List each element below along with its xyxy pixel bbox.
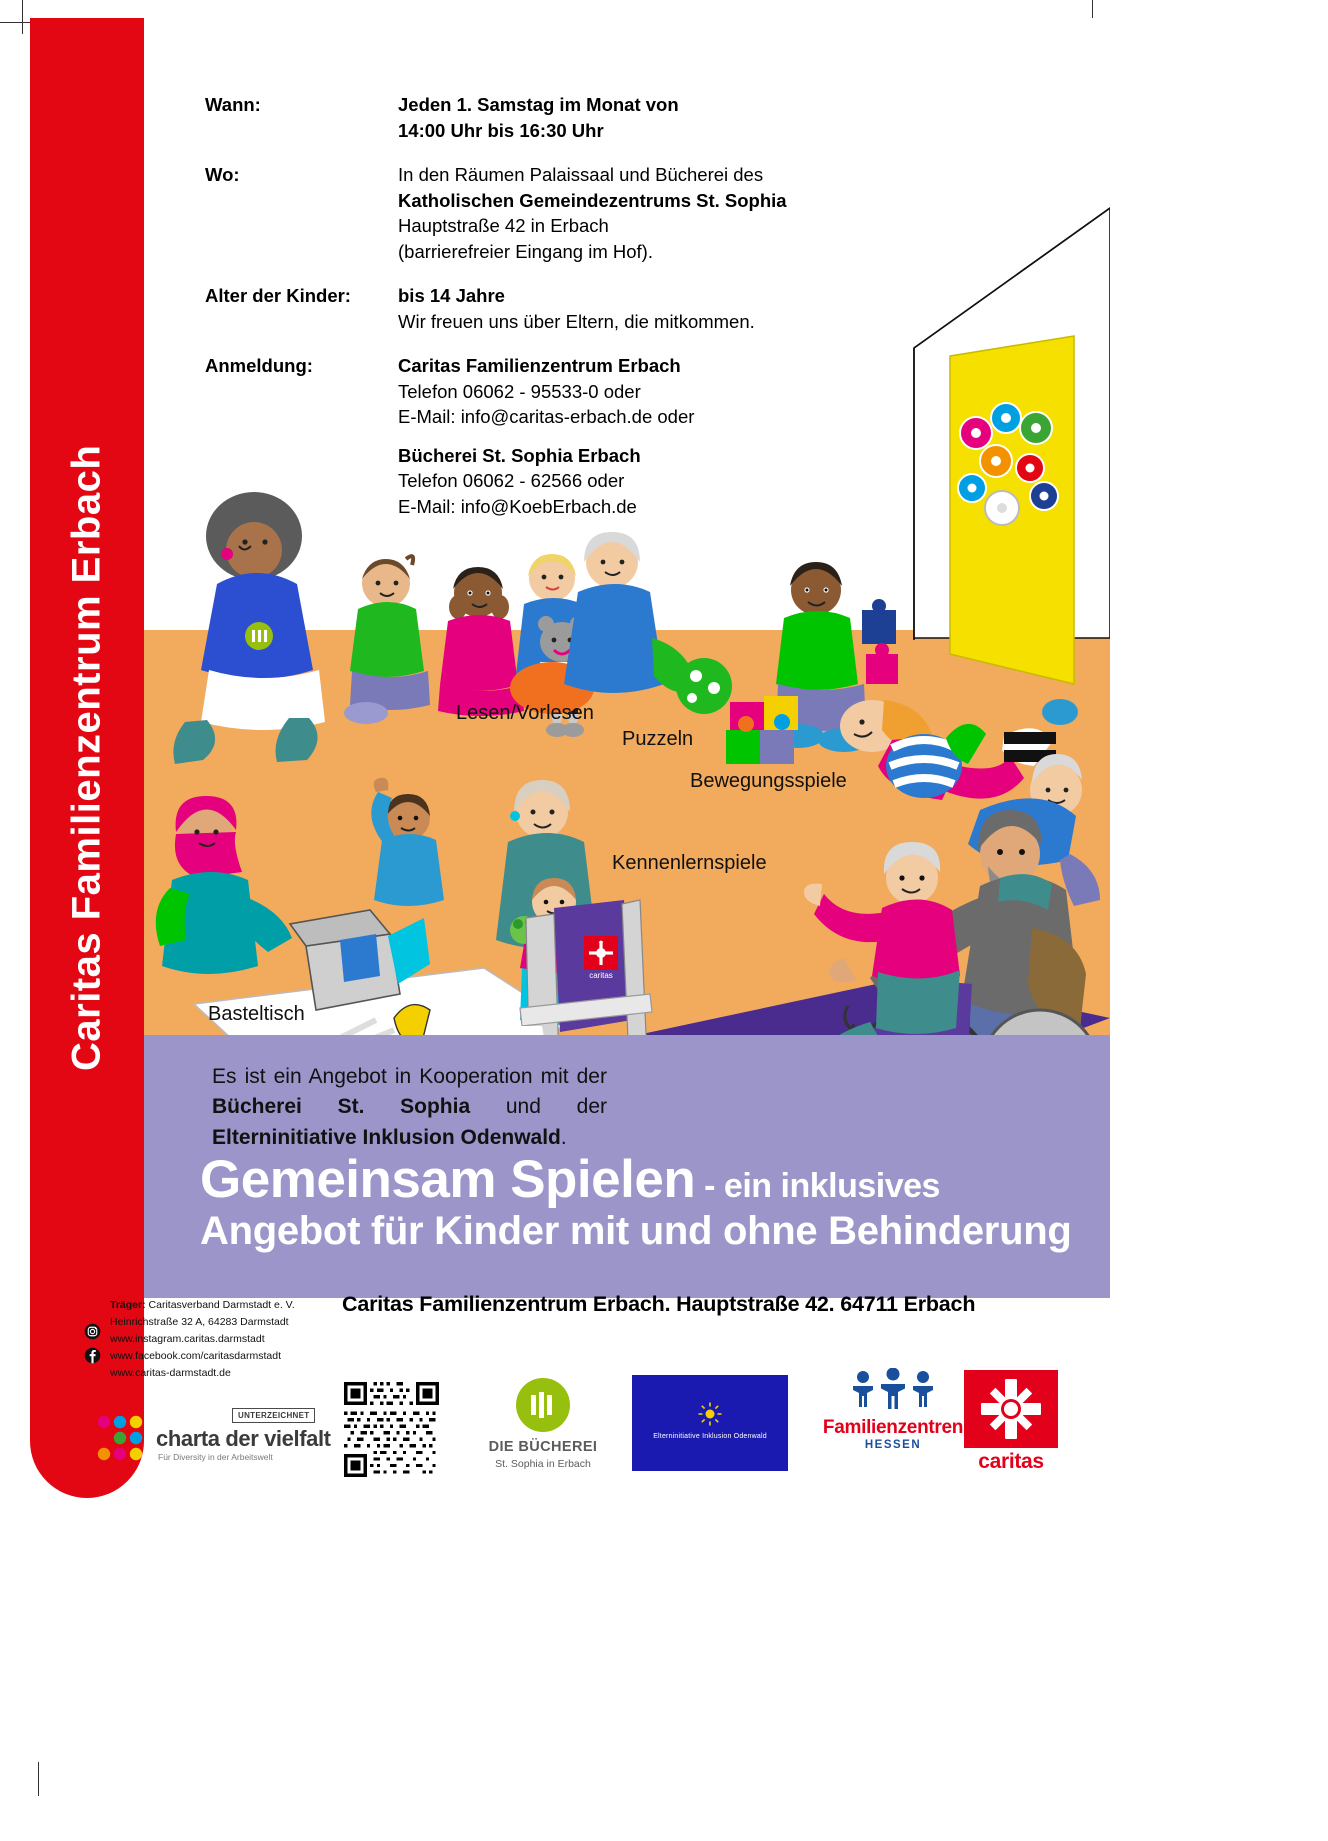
headline-line2: Angebot für Kinder mit und ohne Behinderung xyxy=(200,1208,1072,1253)
charta-title: charta der vielfalt xyxy=(156,1426,331,1451)
coop-line2-suffix: und der xyxy=(470,1095,607,1119)
crop-mark-top-left xyxy=(22,0,23,34)
website-url[interactable]: www.caritas-darmstadt.de xyxy=(110,1367,231,1379)
buecherei-subtitle: St. Sophia in Erbach xyxy=(495,1458,591,1470)
svg-text:caritas: caritas xyxy=(589,971,613,980)
coop-period: . xyxy=(560,1125,567,1149)
facebook-url[interactable]: www.facebook.com/caritasdarmstadt xyxy=(110,1350,281,1362)
wo-line1: In den Räumen Palaissaal und Bücherei des xyxy=(398,164,764,186)
crop-mark-top-left-h xyxy=(0,22,34,23)
eii-caption: Elterninitiative Inklusion Odenwald xyxy=(653,1433,767,1440)
anmeldung-caritas-phone: Telefon 06062 - 95533-0 oder xyxy=(398,380,641,402)
traeger-street: Heinrichstraße 32 A, 64283 Darmstadt xyxy=(110,1316,289,1328)
coop-buecherei: Bücherei St. Sophia xyxy=(212,1095,471,1119)
traeger-value: Caritasverband Darmstadt e. V. xyxy=(145,1299,295,1311)
buecherei-title: DIE BÜCHEREI xyxy=(488,1439,598,1455)
info-label-alter: Alter der Kinder: xyxy=(205,285,351,307)
charta-dots-icon xyxy=(96,1414,152,1466)
sun-icon xyxy=(697,1401,723,1427)
traeger-label: Träger: xyxy=(110,1299,146,1311)
info-row-wo xyxy=(205,162,1105,264)
label-basteltisch: Basteltisch xyxy=(208,1003,305,1025)
headline-suffix: - ein inklusives xyxy=(695,1167,940,1205)
familienzentren-subtitle: HESSEN xyxy=(864,1439,922,1451)
alter-line2: Wir freuen uns über Eltern, die mitkommen. xyxy=(398,310,755,332)
charta-subtitle: Für Diversity in der Arbeitswelt xyxy=(158,1452,273,1462)
instagram-url[interactable]: www.instagram.caritas.darmstadt xyxy=(110,1333,265,1345)
headline-main: Gemeinsam Spielen xyxy=(200,1150,696,1209)
traeger-line1 xyxy=(110,1297,340,1314)
info-label-wann: Wann: xyxy=(205,94,261,115)
facebook-icon[interactable] xyxy=(84,1347,101,1364)
traeger-info xyxy=(110,1297,340,1382)
wann-line1: Jeden 1. Samstag im Monat von xyxy=(398,94,679,115)
anmeldung-buecherei-phone: Telefon 06062 - 62566 oder xyxy=(398,470,625,492)
info-label-anmeldung: Anmeldung: xyxy=(205,355,313,377)
info-value-anmeldung xyxy=(398,353,694,519)
info-row-wann xyxy=(205,92,1105,143)
instagram-icon[interactable] xyxy=(84,1323,101,1340)
logo-die-buecherei xyxy=(478,1378,608,1470)
logo-familienzentren-hessen xyxy=(812,1368,974,1451)
anmeldung-caritas-email: E-Mail: info@caritas-erbach.de oder xyxy=(398,406,695,428)
anmeldung-buecherei-email: E-Mail: info@KoebErbach.de xyxy=(398,495,637,517)
label-lesen-vorlesen: Lesen/Vorlesen xyxy=(456,702,594,724)
logo-elterninitiative-inklusion xyxy=(632,1375,788,1471)
anmeldung-spacer xyxy=(398,430,694,443)
crop-mark-bottom-left xyxy=(38,1762,39,1796)
label-kennenlernspiele: Kennenlernspiele xyxy=(612,852,767,874)
event-info-block xyxy=(205,92,1105,538)
info-label-wo: Wo: xyxy=(205,164,240,186)
buecherei-bars-icon xyxy=(516,1378,570,1432)
caritas-wordmark: caritas xyxy=(978,1450,1044,1473)
info-row-alter xyxy=(205,283,1105,334)
info-value-wann xyxy=(398,92,679,143)
cooperation-text xyxy=(212,1062,607,1153)
label-puzzeln: Puzzeln xyxy=(622,728,694,750)
coop-line2-prefix: mit der xyxy=(540,1065,607,1088)
info-value-wo xyxy=(398,162,787,264)
qr-code[interactable] xyxy=(344,1382,439,1477)
footer-address: Caritas Familienzentrum Erbach. Hauptstraße 42. 64711 Erbach xyxy=(342,1292,976,1316)
logo-caritas xyxy=(964,1370,1058,1474)
info-row-anmeldung xyxy=(205,353,1105,519)
banner-vertical-title: Caritas Familienzentrum Erbach xyxy=(64,444,109,1072)
anmeldung-buecherei-name: Bücherei St. Sophia Erbach xyxy=(398,444,641,466)
coop-elterninitiative: Elterninitiative Inklusion Odenwald xyxy=(212,1125,561,1149)
charta-badge: UNTERZEICHNET xyxy=(232,1408,315,1423)
wann-line2: 14:00 Uhr bis 16:30 Uhr xyxy=(398,119,604,141)
familienzentren-title: Familienzentren xyxy=(822,1417,964,1438)
poster-headline xyxy=(200,1152,1080,1254)
coop-line1: Es ist ein Angebot in Kooperation xyxy=(212,1065,533,1088)
family-figures-icon xyxy=(847,1368,939,1410)
alter-line1: bis 14 Jahre xyxy=(398,285,505,307)
wo-line4: (barrierefreier Eingang im Hof). xyxy=(398,240,653,262)
wo-line3: Hauptstraße 42 in Erbach xyxy=(398,215,609,237)
wo-line2: Katholischen Gemeindezentrums St. Sophia xyxy=(398,189,787,211)
logo-charta-der-vielfalt xyxy=(96,1408,331,1476)
anmeldung-caritas-name: Caritas Familienzentrum Erbach xyxy=(398,355,681,377)
info-value-alter xyxy=(398,283,755,334)
buecherei-circle-icon xyxy=(516,1378,570,1432)
label-bewegungsspiele: Bewegungsspiele xyxy=(690,770,847,792)
caritas-cross-icon xyxy=(964,1370,1058,1448)
